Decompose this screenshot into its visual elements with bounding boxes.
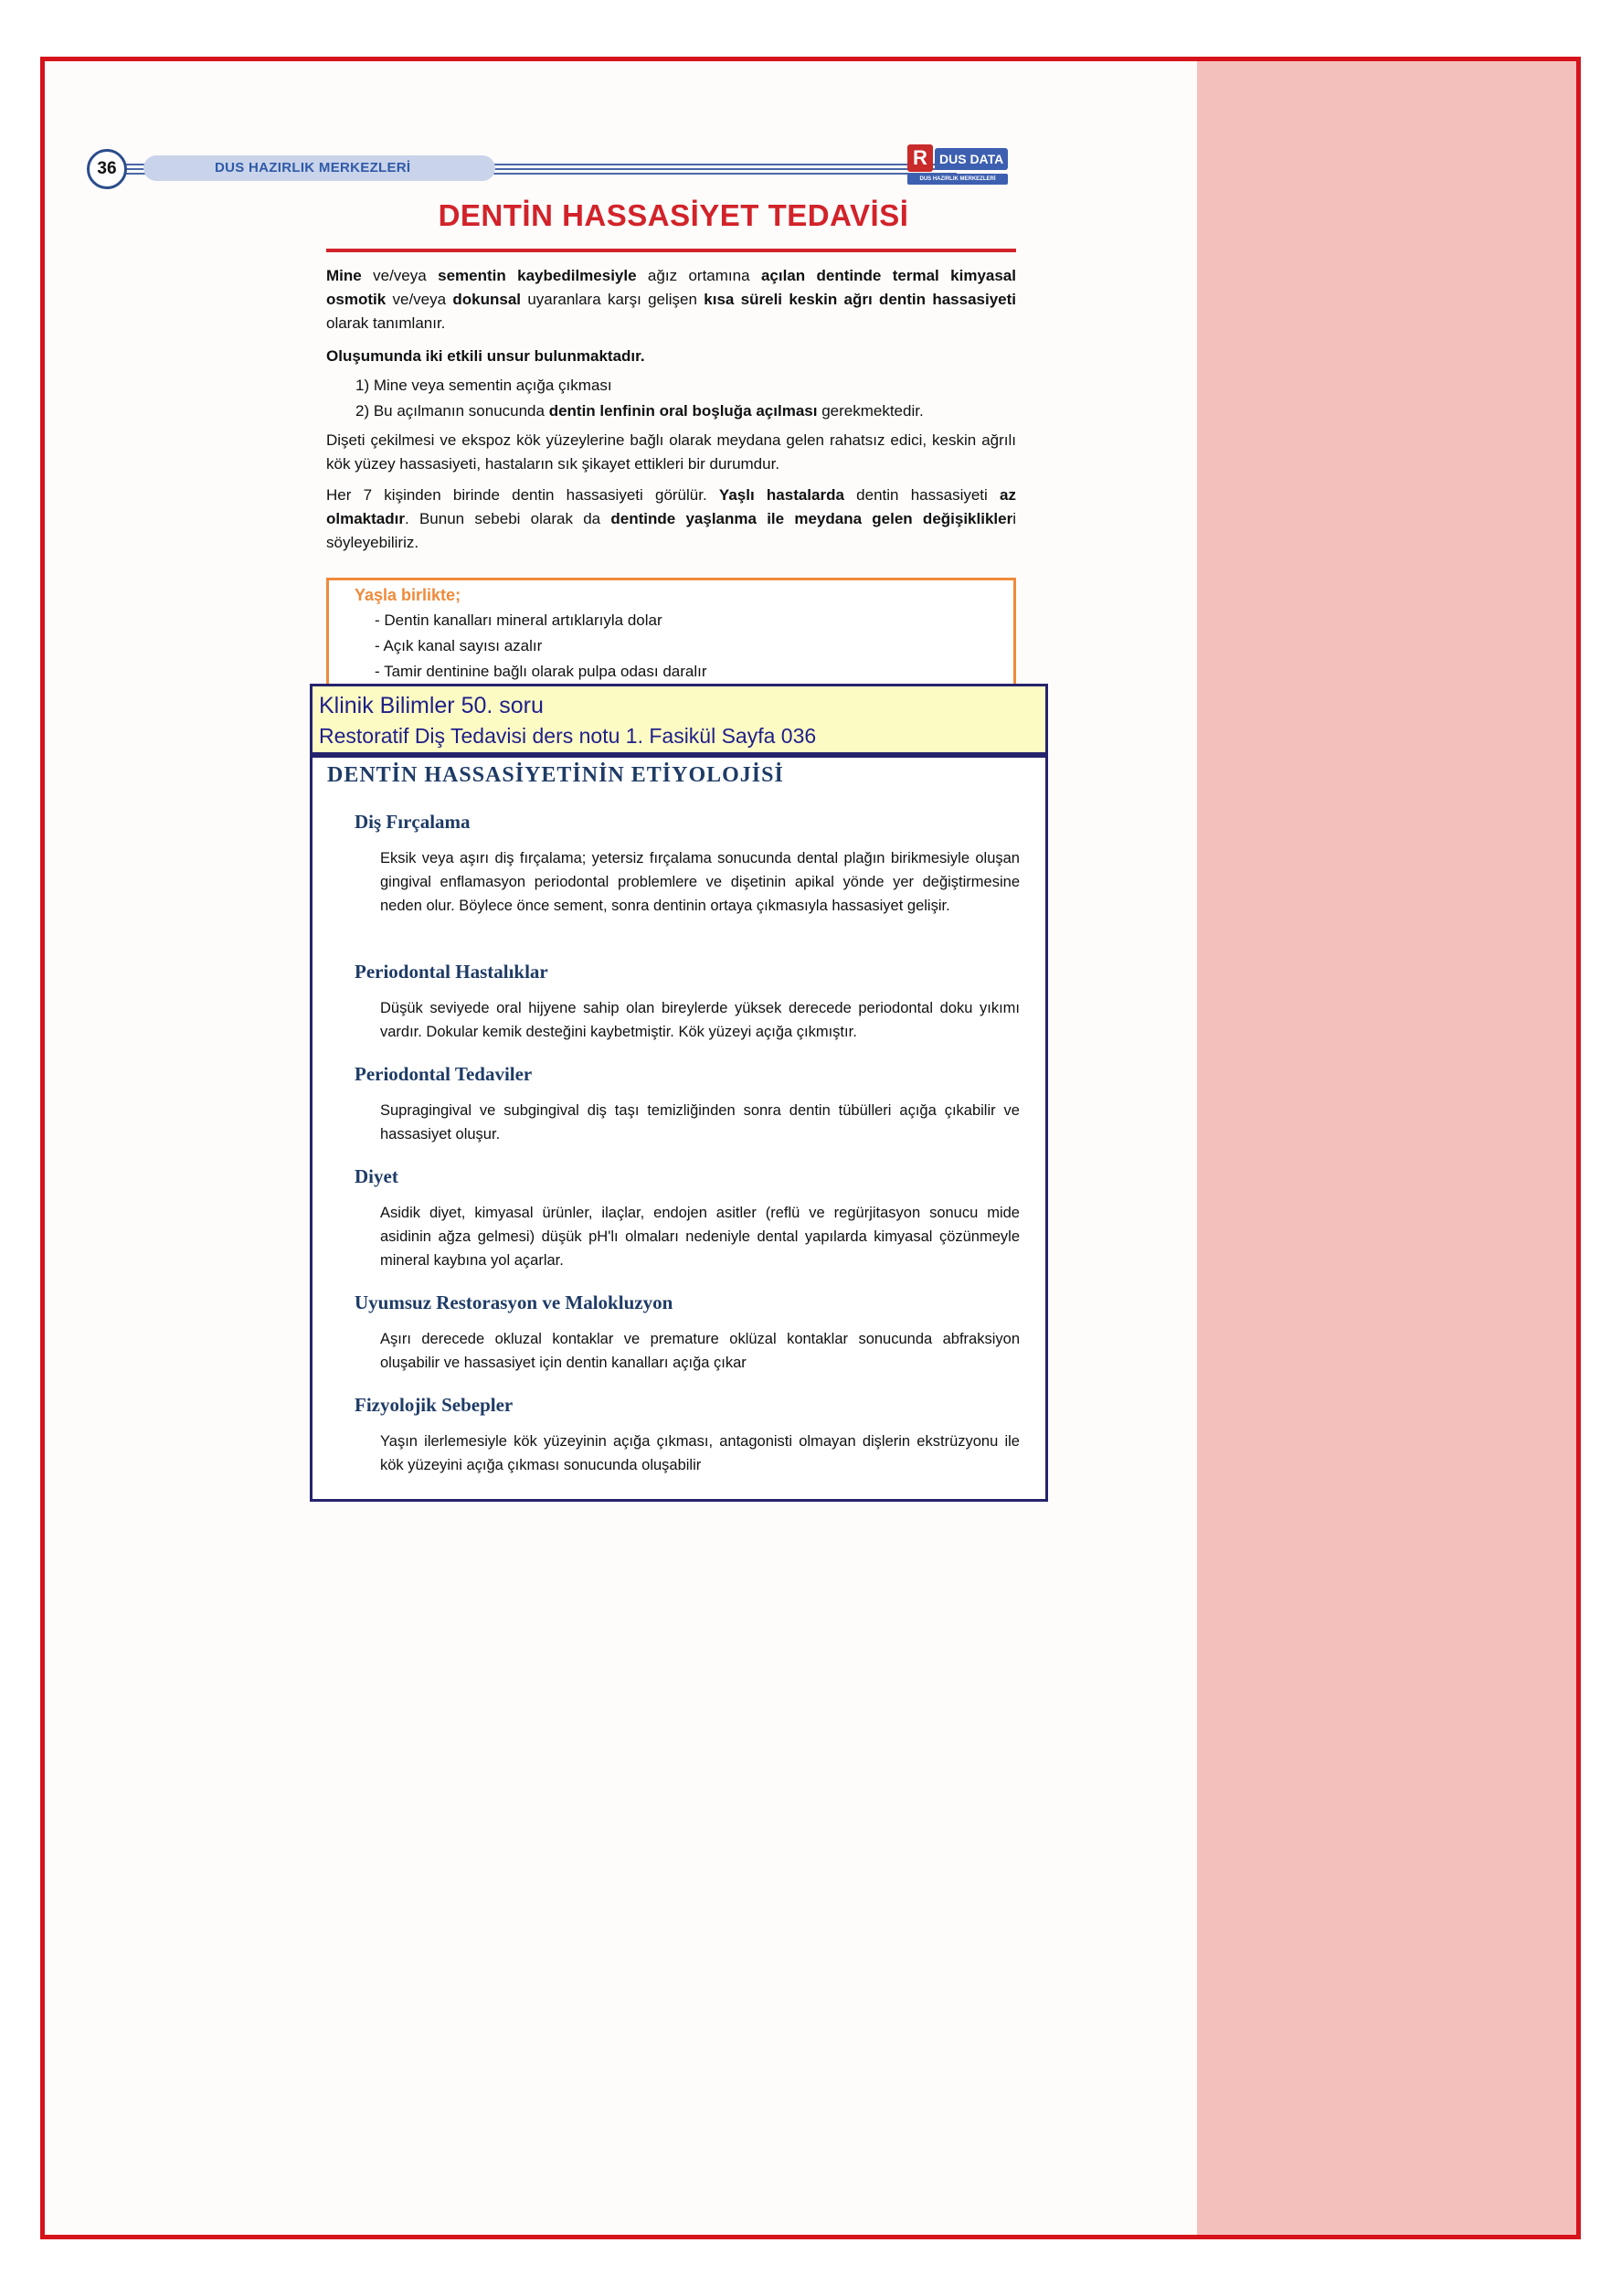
intro-paragraph-1: Mine ve/veya sementin kaybedilmesiyle ağız ortamına açılan dentinde termal kimyasal osmotik ve/veya dokunsal uyaranlara karşı gelişen kısa süreli keskin ağrı dentin hassasiyeti olarak tanımlanır. bbox=[326, 267, 1016, 332]
age-box bbox=[326, 578, 1016, 687]
intro-paragraph-2: Oluşumunda iki etkili unsur bulunmaktadır. bbox=[326, 347, 645, 365]
section-text: Yaşın ilerlemesiyle kök yüzeyinin açığa çıkması, antagonisti olmayan dişlerin ekstrüzyonu ile kök yüzeyini açığa çıkması sonucunda oluşabilir bbox=[380, 1433, 1020, 1473]
age-box-item: - Tamir dentinine bağlı olarak pulpa odası daralır bbox=[375, 663, 707, 680]
header-band: DUS HAZIRLIK MERKEZLERİ bbox=[143, 155, 495, 181]
intro-paragraph-4: Her 7 kişinden birinde dentin hassasiyeti görülür. Yaşlı hastalarda dentin hassasiyeti az olmaktadır. Bunun sebebi olarak da dentinde yaşlanma ile meydana gelen değişiklikleri söyleyebiliriz. bbox=[326, 486, 1016, 551]
section-text: Aşırı derecede okluzal kontaklar ve premature oklüzal kontaklar sonucunda abfraksiyon oluşabilir ve hassasiyet için dentin kanalları açığa çıkar bbox=[380, 1331, 1020, 1371]
section-text: Düşük seviyede oral hijyene sahip olan bireylerde yüksek derecede periodontal doku yıkımı vardır. Dokular kemik desteğini kaybetmiştir. Kök yüzeyi açığa çıkmıştır. bbox=[380, 1000, 1020, 1040]
note-line-2: Restoratif Diş Tedavisi ders notu 1. Fasikül Sayfa 036 bbox=[319, 724, 817, 748]
section-text: Supragingival ve subgingival diş taşı temizliğinden sonra dentin tübülleri açığa çıkabilir ve hassasiyet oluşur. bbox=[380, 1102, 1020, 1143]
section-heading: Uyumsuz Restorasyon ve Malokluzyon bbox=[355, 1292, 673, 1313]
dusdata-logo bbox=[907, 144, 1010, 188]
age-box-item: - Dentin kanalları mineral artıklarıyla dolar bbox=[375, 611, 662, 629]
logo-word: DUS DATA bbox=[935, 148, 1008, 170]
section-heading: Diyet bbox=[355, 1165, 398, 1187]
bottom-bar bbox=[45, 2235, 1581, 2239]
page-title: DENTİN HASSASİYET TEDAVİSİ bbox=[438, 198, 909, 232]
etiology-title: DENTİN HASSASİYETİNİN ETİYOLOJİSİ bbox=[327, 763, 784, 787]
age-box-item: - Açık kanal sayısı azalır bbox=[375, 637, 543, 654]
intro-list-item-1: 1) Mine veya sementin açığa çıkması bbox=[355, 377, 612, 394]
intro-paragraph-3: Dişeti çekilmesi ve ekspoz kök yüzeylerine bağlı olarak meydana gelen rahatsız edici, keskin ağrılı kök yüzey hassasiyeti, hastaların sık şikayet ettikleri bir durumdur. bbox=[326, 431, 1016, 473]
source-note bbox=[310, 684, 1048, 755]
page-frame bbox=[40, 57, 1581, 2239]
logo-letter: R bbox=[907, 144, 933, 172]
section-text: Eksik veya aşırı diş fırçalama; yetersiz fırçalama sonucunda dental plağın birikmesiyle oluşan gingival enflamasyon periodontal problemlere ve dişetinin apikal yönde yer değiştirmesine neden olur. Böylece önce sement, sonra dentinin ortaya çıkmasıyla hassasiyet gelişir. bbox=[380, 850, 1020, 914]
etiology-box bbox=[310, 755, 1048, 1502]
age-box-title: Yaşla birlikte; bbox=[355, 586, 461, 604]
page-number: 36 bbox=[87, 149, 127, 189]
section-heading: Fizyolojik Sebepler bbox=[355, 1394, 514, 1416]
note-line-1: Klinik Bilimler 50. soru bbox=[319, 693, 544, 718]
section-text: Asidik diyet, kimyasal ürünler, ilaçlar, endojen asitler (reflü ve regürjitasyon sonucu mide asidinin ağza gelmesi) düşük pH'lı olmaları nedeniyle dental yapılarda kimyasal çözünmeyle mineral kaybına yol açarlar. bbox=[380, 1205, 1020, 1269]
section-heading: Diş Fırçalama bbox=[355, 811, 471, 833]
section-heading: Periodontal Tedaviler bbox=[355, 1063, 533, 1085]
logo-sub: DUS HAZIRLIK MERKEZLERİ bbox=[907, 174, 1008, 185]
section-heading: Periodontal Hastalıklar bbox=[355, 961, 548, 983]
side-panel bbox=[1197, 61, 1581, 2235]
intro-list-item-2: 2) Bu açılmanın sonucunda dentin lenfinin oral boşluğa açılması gerekmektedir. bbox=[355, 402, 924, 420]
title-rule bbox=[326, 249, 1016, 252]
